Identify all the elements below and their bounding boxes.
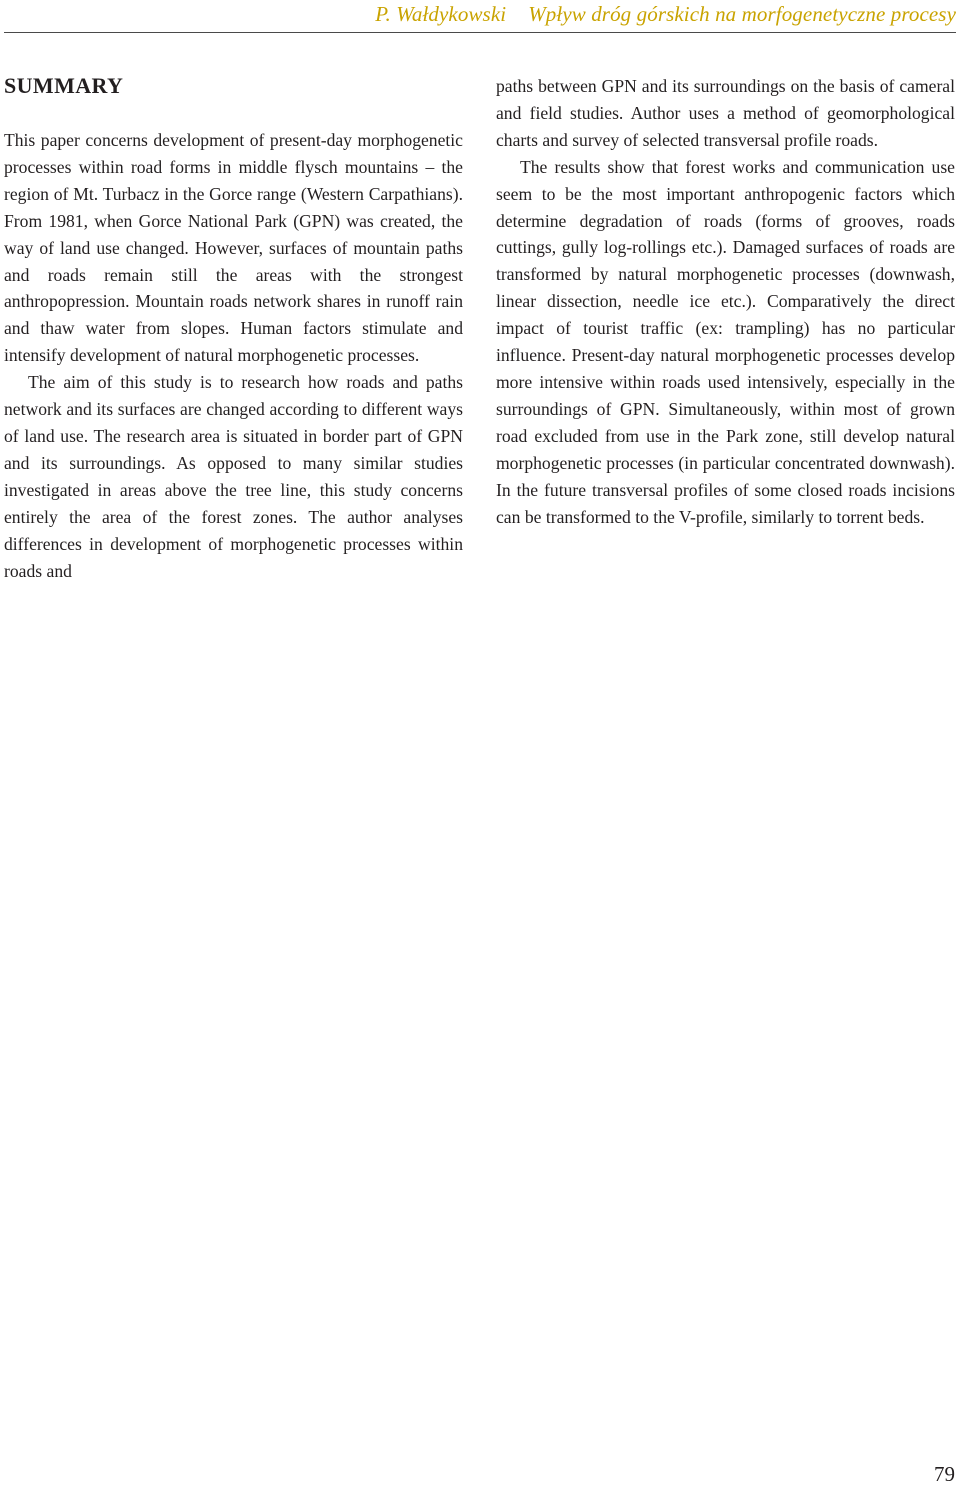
header-author: P. Wałdykowski	[375, 2, 507, 26]
summary-paragraph-2: The aim of this study is to research how roads and paths network and its surfaces are changed according to different ways of land use. The research area is situated in border part of GPN and its surroundings. As opposed to many similar studies investigated in areas above the tree line, this study concerns entirely the area of the forest zones. The author analyses differences in development of morphogenetic processes within roads and	[4, 372, 463, 581]
summary-paragraph-1: This paper concerns development of present-day morphogenetic processes within road forms in middle flysch mountains – the region of Mt. Turbacz in the Gorce range (Western Carpathians). From 1981, when Gorce National Park (GPN) was created, the way of land use changed. However, surfaces of mountain paths and roads remain still the areas with the strongest anthropopression. Mountain roads network shares in runoff rain and thaw water from slopes. Human factors stimulate and intensify development of natural morphogenetic processes.	[4, 130, 463, 366]
summary-paragraph-3: paths between GPN and its surroundings on the basis of cameral and field studies. Author uses a method of geomorphological charts and survey of selected transversal profile roads.	[496, 76, 955, 150]
right-column	[496, 73, 955, 530]
running-header	[375, 2, 956, 27]
header-title: Wpływ dróg górskich na morfogenetyczne procesy	[528, 2, 956, 26]
summary-heading: SUMMARY	[4, 73, 124, 98]
left-column	[4, 127, 463, 584]
page-number: 79	[934, 1462, 955, 1486]
summary-paragraph-4: The results show that forest works and communication use seem to be the most important anthropogenic factors which determine degradation of roads (forms of grooves, roads cuttings, gully log-rollings etc.). Damaged surfaces of roads are transformed by natural morphogenetic processes (downwash, linear dissection, needle ice etc.). Comparatively the direct impact of tourist traffic (ex: trampling) has no particular influence. Present-day natural morphogenetic processes develop more intensive within roads used intensively, especially in the surroundings of GPN. Simultaneously, within most of grown road excluded from use in the Park zone, still develop natural morphogenetic processes (in particular concentrated downwash). In the future transversal profiles of some closed roads incisions can be transformed to the V-profile, similarly to torrent beds.	[496, 156, 955, 527]
header-divider	[4, 32, 956, 33]
